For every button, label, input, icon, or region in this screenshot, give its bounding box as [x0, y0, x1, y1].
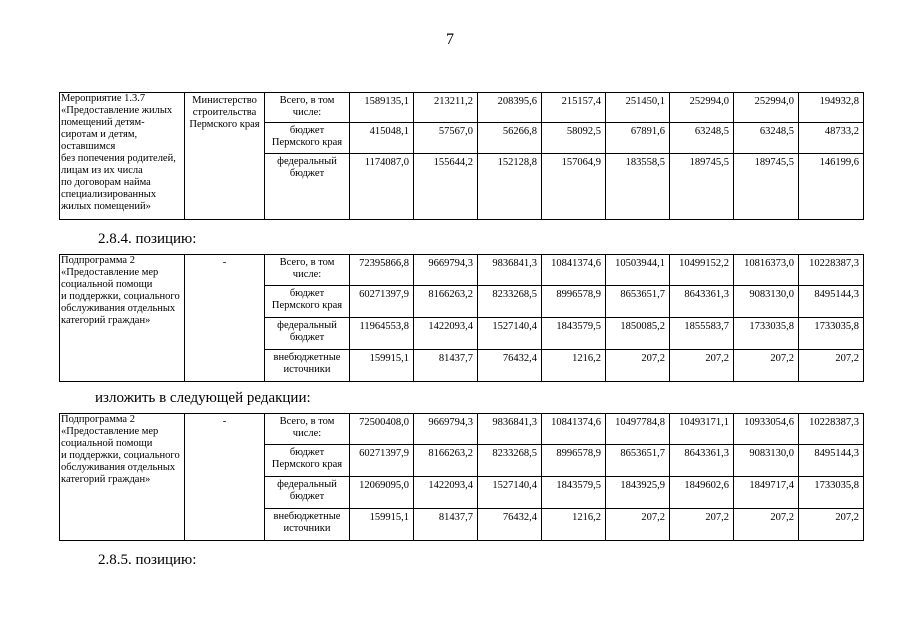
amount-cell: 152128,8: [478, 154, 542, 220]
amount-cell: 9836841,3: [478, 255, 542, 286]
heading-2-8-4: 2.8.4. позицию:: [98, 231, 197, 247]
amount-cell: 8166263,2: [414, 445, 478, 477]
amount-cell: 1843579,5: [542, 477, 606, 509]
program-name-line: категорий граждан»: [61, 474, 151, 485]
amount-cell: 10499152,2: [670, 255, 734, 286]
program-name-line: обслуживания отдельных: [61, 462, 176, 473]
amount-cell: 213211,2: [414, 93, 478, 123]
program-name-line: лицам из их числа: [61, 165, 143, 176]
table-subprogram-2-new: [59, 413, 864, 541]
amount-cell: 1843579,5: [542, 318, 606, 350]
amount-cell: 11964553,8: [350, 318, 414, 350]
amount-cell: 8996578,9: [542, 286, 606, 318]
amount-cell: 9836841,3: [478, 414, 542, 445]
funding-source-cell: внебюджетные источники: [265, 509, 350, 541]
amount-cell: 72395866,8: [350, 255, 414, 286]
amount-cell: 1733035,8: [799, 318, 864, 350]
responsible-executor-cell: -: [185, 255, 265, 382]
amount-cell: 8233268,5: [478, 445, 542, 477]
amount-cell: 8495144,3: [799, 286, 864, 318]
amount-cell: 207,2: [606, 509, 670, 541]
amount-cell: 10841374,6: [542, 255, 606, 286]
table-row: [60, 414, 864, 445]
program-name-line: обслуживания отдельных: [61, 303, 176, 314]
funding-source-cell: федеральный бюджет: [265, 318, 350, 350]
program-name-line: категорий граждан»: [61, 315, 151, 326]
amount-cell: 215157,4: [542, 93, 606, 123]
amount-cell: 56266,8: [478, 123, 542, 154]
amount-cell: 1527140,4: [478, 477, 542, 509]
amount-cell: 1216,2: [542, 350, 606, 382]
program-name-line: и поддержки, социального: [61, 291, 180, 302]
amount-cell: 1849602,6: [670, 477, 734, 509]
amount-cell: 58092,5: [542, 123, 606, 154]
program-name-line: социальной помощи: [61, 438, 153, 449]
heading-replace: изложить в следующей редакции:: [95, 390, 311, 406]
amount-cell: 8996578,9: [542, 445, 606, 477]
amount-cell: 189745,5: [734, 154, 799, 220]
program-name-line: по договорам найма: [61, 177, 151, 188]
amount-cell: 63248,5: [734, 123, 799, 154]
funding-source-cell: Всего, в том числе:: [265, 93, 350, 123]
program-name-line: жилых помещений»: [61, 201, 151, 212]
funding-source-cell: федеральный бюджет: [265, 477, 350, 509]
amount-cell: 1527140,4: [478, 318, 542, 350]
responsible-executor-cell: -: [185, 414, 265, 541]
amount-cell: 67891,6: [606, 123, 670, 154]
page-number: 7: [446, 31, 454, 48]
amount-cell: 155644,2: [414, 154, 478, 220]
amount-cell: 252994,0: [670, 93, 734, 123]
amount-cell: 57567,0: [414, 123, 478, 154]
funding-source-cell: бюджет Пермского края: [265, 286, 350, 318]
amount-cell: 252994,0: [734, 93, 799, 123]
program-name-cell: [60, 414, 185, 541]
amount-cell: 208395,6: [478, 93, 542, 123]
amount-cell: 8643361,3: [670, 445, 734, 477]
amount-cell: 159915,1: [350, 509, 414, 541]
amount-cell: 10503944,1: [606, 255, 670, 286]
amount-cell: 146199,6: [799, 154, 864, 220]
program-name-line: Подпрограмма 2: [61, 255, 135, 266]
amount-cell: 10493171,1: [670, 414, 734, 445]
amount-cell: 415048,1: [350, 123, 414, 154]
amount-cell: 8495144,3: [799, 445, 864, 477]
amount-cell: 8166263,2: [414, 286, 478, 318]
program-name-line: социальной помощи: [61, 279, 153, 290]
program-name-line: специализированных: [61, 189, 157, 200]
amount-cell: 1733035,8: [799, 477, 864, 509]
amount-cell: 8653651,7: [606, 445, 670, 477]
program-name-line: «Предоставление мер: [61, 267, 159, 278]
program-name-line: Подпрограмма 2: [61, 414, 135, 425]
amount-cell: 10933054,6: [734, 414, 799, 445]
amount-cell: 10841374,6: [542, 414, 606, 445]
table-subprogram-2-current: [59, 254, 864, 382]
amount-cell: 48733,2: [799, 123, 864, 154]
funding-source-cell: федеральный бюджет: [265, 154, 350, 220]
program-name-line: без попечения родителей,: [61, 153, 176, 164]
amount-cell: 72500408,0: [350, 414, 414, 445]
program-name-line: и поддержки, социального: [61, 450, 180, 461]
amount-cell: 1174087,0: [350, 154, 414, 220]
amount-cell: 8653651,7: [606, 286, 670, 318]
amount-cell: 76432,4: [478, 350, 542, 382]
funding-source-cell: внебюджетные источники: [265, 350, 350, 382]
amount-cell: 10816373,0: [734, 255, 799, 286]
program-name-cell: [60, 255, 185, 382]
amount-cell: 81437,7: [414, 509, 478, 541]
amount-cell: 10497784,8: [606, 414, 670, 445]
program-name-line: «Предоставление жилых: [61, 105, 173, 116]
funding-source-cell: Всего, в том числе:: [265, 255, 350, 286]
program-name-line: помещений детям-: [61, 117, 145, 128]
amount-cell: 1843925,9: [606, 477, 670, 509]
amount-cell: 9083130,0: [734, 445, 799, 477]
table-row: [60, 255, 864, 286]
responsible-executor-cell: Министерство строительства Пермского края: [185, 93, 265, 220]
amount-cell: 157064,9: [542, 154, 606, 220]
amount-cell: 183558,5: [606, 154, 670, 220]
amount-cell: 207,2: [799, 350, 864, 382]
amount-cell: 1422093,4: [414, 318, 478, 350]
amount-cell: 76432,4: [478, 509, 542, 541]
amount-cell: 207,2: [670, 350, 734, 382]
amount-cell: 8643361,3: [670, 286, 734, 318]
amount-cell: 194932,8: [799, 93, 864, 123]
amount-cell: 9083130,0: [734, 286, 799, 318]
program-name-cell: [60, 93, 185, 220]
table-measure-1-3-7: [59, 92, 864, 220]
amount-cell: 189745,5: [670, 154, 734, 220]
program-name-line: Мероприятие 1.3.7: [61, 93, 146, 104]
amount-cell: 1855583,7: [670, 318, 734, 350]
amount-cell: 8233268,5: [478, 286, 542, 318]
amount-cell: 9669794,3: [414, 414, 478, 445]
amount-cell: 10228387,3: [799, 414, 864, 445]
amount-cell: 207,2: [734, 509, 799, 541]
amount-cell: 60271397,9: [350, 445, 414, 477]
program-name-line: «Предоставление мер: [61, 426, 159, 437]
amount-cell: 207,2: [734, 350, 799, 382]
amount-cell: 1216,2: [542, 509, 606, 541]
amount-cell: 251450,1: [606, 93, 670, 123]
amount-cell: 81437,7: [414, 350, 478, 382]
funding-source-cell: бюджет Пермского края: [265, 123, 350, 154]
amount-cell: 1849717,4: [734, 477, 799, 509]
amount-cell: 207,2: [670, 509, 734, 541]
program-name-line: оставшимся: [61, 141, 116, 152]
amount-cell: 63248,5: [670, 123, 734, 154]
amount-cell: 1850085,2: [606, 318, 670, 350]
amount-cell: 159915,1: [350, 350, 414, 382]
amount-cell: 207,2: [606, 350, 670, 382]
funding-source-cell: бюджет Пермского края: [265, 445, 350, 477]
amount-cell: 9669794,3: [414, 255, 478, 286]
amount-cell: 10228387,3: [799, 255, 864, 286]
funding-source-cell: Всего, в том числе:: [265, 414, 350, 445]
table-row: [60, 93, 864, 123]
amount-cell: 207,2: [799, 509, 864, 541]
amount-cell: 60271397,9: [350, 286, 414, 318]
program-name-line: сиротам и детям,: [61, 129, 138, 140]
amount-cell: 12069095,0: [350, 477, 414, 509]
heading-2-8-5: 2.8.5. позицию:: [98, 552, 197, 568]
amount-cell: 1422093,4: [414, 477, 478, 509]
amount-cell: 1733035,8: [734, 318, 799, 350]
amount-cell: 1589135,1: [350, 93, 414, 123]
